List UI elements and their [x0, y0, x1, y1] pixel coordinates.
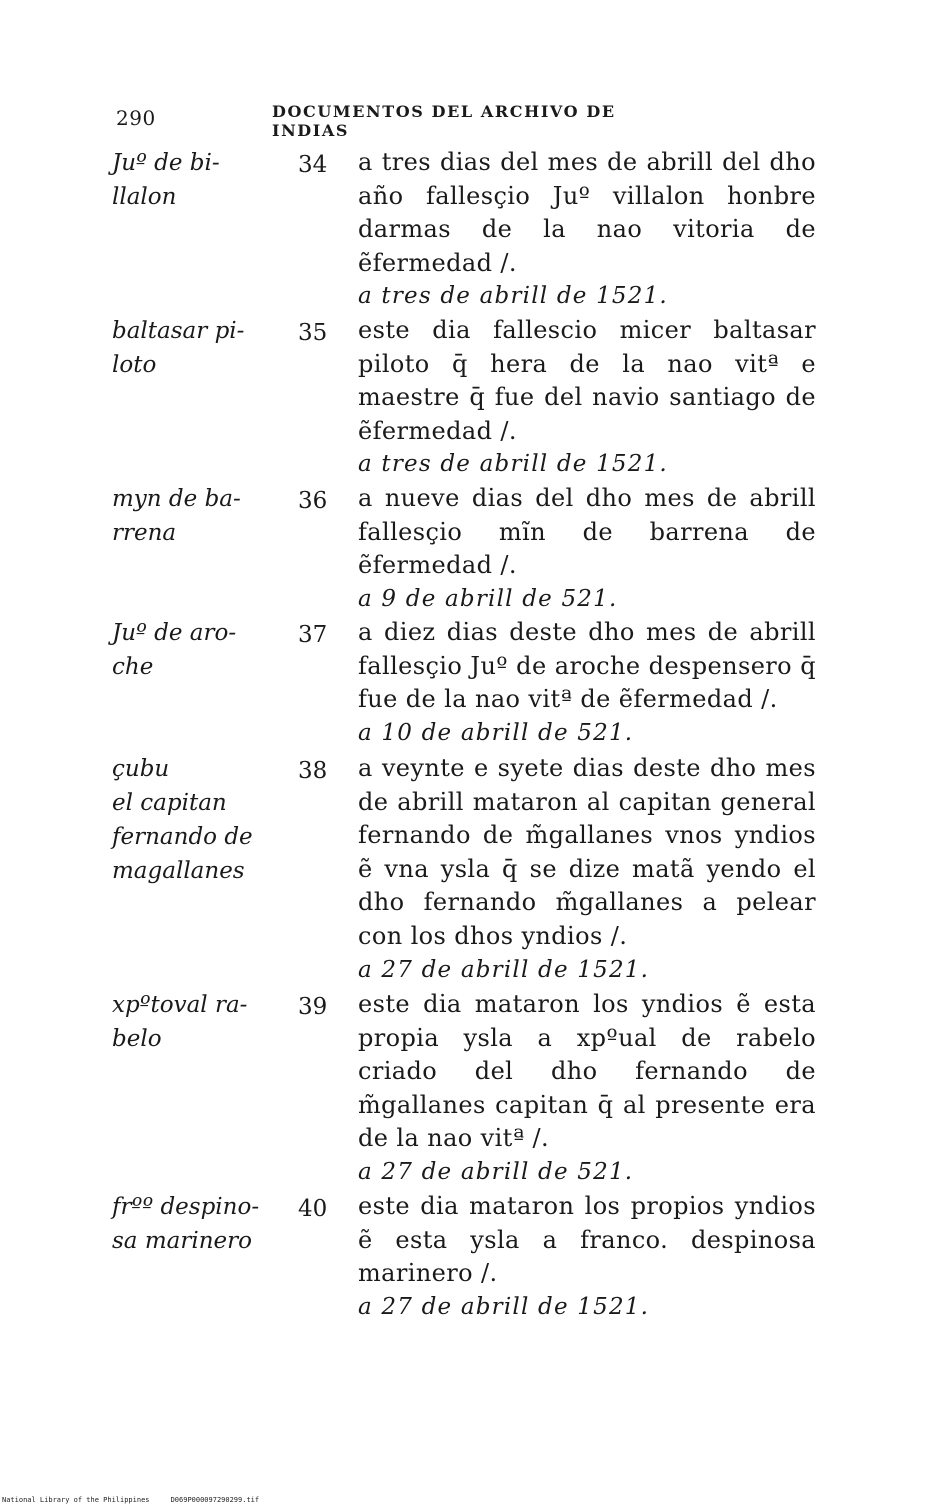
- entry-number: 34: [298, 152, 328, 178]
- entry-number: 37: [298, 622, 328, 648]
- entry-number: 36: [298, 488, 328, 514]
- entry-number: 35: [298, 320, 328, 346]
- entry-text: [358, 482, 816, 616]
- footer-file: D069P000097290299.tif: [170, 1496, 260, 1504]
- margin-name: Juº de bi- llalon: [112, 150, 220, 210]
- entry-date: a 27 de abrill de 521.: [358, 1158, 634, 1185]
- entry-text-body: a nueve dias del dho mes de abrill fallesçio mĩn de barrena de ẽfermedad /.: [358, 484, 816, 580]
- entry-number: 38: [298, 758, 328, 784]
- entry-date: a tres de abrill de 1521.: [358, 451, 668, 478]
- margin-name: Juº de aro- che: [112, 620, 237, 680]
- scan-footer: [2, 1496, 259, 1504]
- entry-date: a 27 de abrill de 1521.: [358, 1293, 650, 1320]
- running-head: DOCUMENTOS DEL ARCHIVO DE INDIAS: [272, 102, 616, 140]
- entry-text: [358, 752, 816, 987]
- entry-text-body: a tres dias del mes de abrill del dho año fallesçio Juº villalon honbre darmas de la nao vitoria de ẽfermedad /.: [358, 148, 816, 277]
- entry-text: [358, 314, 816, 482]
- entry-text-body: a diez dias deste dho mes de abrill fallesçio Juº de aroche despensero q̄ fue de la nao vitª de ẽfermedad /.: [358, 618, 816, 714]
- page-number: 290: [116, 106, 156, 130]
- entry-text-body: este dia mataron los yndios ẽ esta propia ysla a xpºual de rabelo criado del dho fernando de m̃gallanes capitan q̄ al presente era de la nao vitª /.: [358, 990, 816, 1153]
- entry-text-body: a veynte e syete dias deste dho mes de abrill mataron al capitan general fernando de m̃gallanes vnos yndios ẽ vna ysla q̄ se dize matã yendo el dho fernando m̃gallanes a pelear con los dhos yndios /.: [358, 754, 816, 950]
- margin-name: çubu el capitan fernando de magallanes: [112, 756, 253, 884]
- margin-name: xpºtoval ra- belo: [112, 992, 248, 1052]
- entry-number: 40: [298, 1196, 328, 1222]
- margin-name: frºº despino- sa marinero: [112, 1194, 260, 1254]
- entry-date: a 10 de abrill de 521.: [358, 719, 634, 746]
- entry-text: [358, 616, 816, 750]
- margin-name: baltasar pi- loto: [112, 318, 245, 378]
- entry-date: a tres de abrill de 1521.: [358, 283, 668, 310]
- entry-date: a 9 de abrill de 521.: [358, 585, 618, 612]
- margin-name: myn de ba- rrena: [112, 486, 241, 546]
- entry-number: 39: [298, 994, 328, 1020]
- entry-text: [358, 988, 816, 1190]
- entry-text: [358, 1190, 816, 1324]
- entry-date: a 27 de abrill de 1521.: [358, 956, 650, 983]
- entry-text-body: este dia fallescio micer baltasar piloto q̄ hera de la nao vitª e maestre q̄ fue del navio santiago de ẽfermedad /.: [358, 316, 816, 445]
- page-header: [116, 100, 676, 140]
- entry-text: [358, 146, 816, 314]
- entry-text-body: este dia mataron los propios yndios ẽ esta ysla a franco. despinosa marinero /.: [358, 1192, 816, 1288]
- footer-library: National Library of the Philippines: [2, 1496, 150, 1504]
